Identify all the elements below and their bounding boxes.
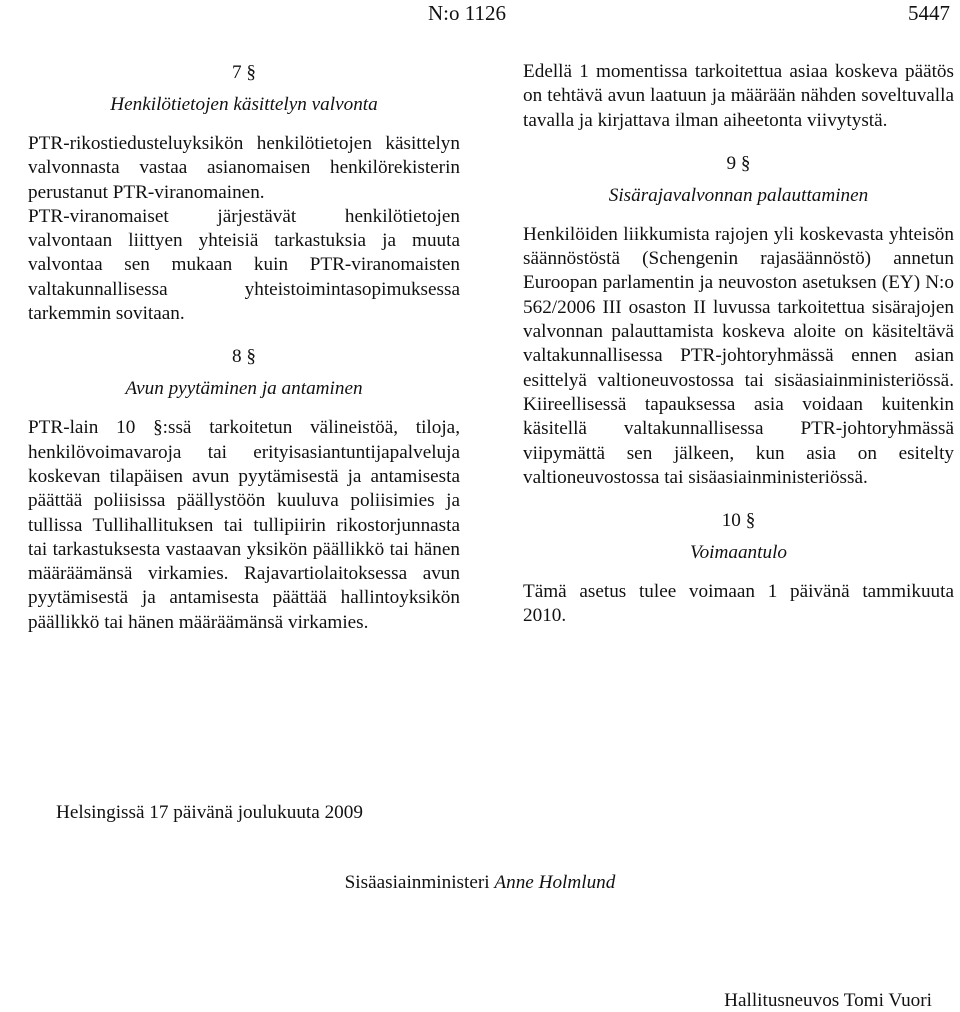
page-header: [0, 0, 960, 30]
minister-signature: [0, 870, 960, 896]
section-9-title: Sisärajavalvonnan palauttaminen: [608, 184, 869, 206]
minister-title: Sisäasiainministeri: [344, 872, 490, 893]
counsellor-signature: Hallitusneuvos Tomi Vuori: [724, 990, 932, 1011]
section-10-paragraph-1: Tämä asetus tulee voimaan 1 päivänä tammikuuta 2010.: [523, 581, 954, 627]
left-column: [28, 60, 460, 635]
section-7-number: 7 §: [232, 62, 256, 83]
section-9-paragraph-1: Henkilöiden liikkumista rajojen yli koskevasta yhteisön säännöstöstä (Schengenin rajasäännöstö) annetun Euroopan parlamentin ja neuvoston asetuksen (EY) N:o 562/2006 III osaston II luvussa tarkoitettua sisärajojen valvonnan palauttamista koskeva aloite on käsiteltävä valtakunnallisessa PTR-johtoryhmässä ennen asian esittelyä valtioneuvostossa tai sisäasiainministeriössä. Kiireellisessä tapauksessa asia voidaan kuitenkin käsitellä valtakunnallisessa PTR-johtoryhmässä viipymättä sen jälkeen, kun asia on esitelty valtioneuvostossa tai sisäasiainministeriössä.: [523, 223, 954, 488]
section-7-paragraph-2: PTR-viranomaiset järjestävät henkilötietojen valvontaan liittyen yhteisiä tarkastuksia ja muuta valvontaa sen mukaan kuin PTR-viranomaisten valtakunnallisessa yhteistoimintasopimuksessa tarkemmin sovitaan.: [28, 205, 460, 325]
section-8-paragraph-2: Edellä 1 momentissa tarkoitettua asiaa koskeva päätös on tehtävä avun laatuun ja määrään nähden soveltuvalla tavalla ja kirjattava ilman aiheetonta viivytystä.: [523, 61, 954, 131]
place-and-date: Helsingissä 17 päivänä joulukuuta 2009: [56, 802, 363, 823]
minister-name: Anne Holmlund: [494, 872, 616, 893]
right-column: [523, 60, 954, 629]
section-9-number: 9 §: [726, 152, 751, 174]
section-10-title: Voimaantulo: [689, 542, 787, 564]
section-8-number: 8 §: [232, 346, 256, 368]
section-8-paragraph-1: PTR-lain 10 §:ssä tarkoitetun välineistöä, tiloja, henkilövoimavaroja tai erityisasiantuntijapalveluja koskevan tilapäisen avun pyytämisestä ja antamisesta päättää poliisissa päällystöön kuuluva poliisimies ja tullissa Tullihallituksen tai tullipiirin rikostorjunnasta tai tarkastuksesta vastaavan yksikön päällikkö tai hänen määräämänsä virkamies. Rajavartiolaitoksessa avun pyytämisestä ja antamisesta päättää hallintoyksikön päällikkö tai hänen määräämänsä virkamies.: [28, 417, 460, 633]
section-7-paragraph-1: PTR-rikostiedusteluyksikön henkilötietojen käsittelyn valvonnasta vastaa asianomaisen henkilörekisterin perustanut PTR-viranomainen.: [28, 133, 460, 203]
section-8-title: Avun pyytäminen ja antaminen: [125, 378, 363, 400]
page-number: 5447: [908, 1, 950, 25]
document-number: N:o 1126: [428, 1, 506, 25]
section-10-number: 10 §: [721, 510, 756, 532]
section-7-title: Henkilötietojen käsittelyn valvonta: [110, 94, 378, 115]
